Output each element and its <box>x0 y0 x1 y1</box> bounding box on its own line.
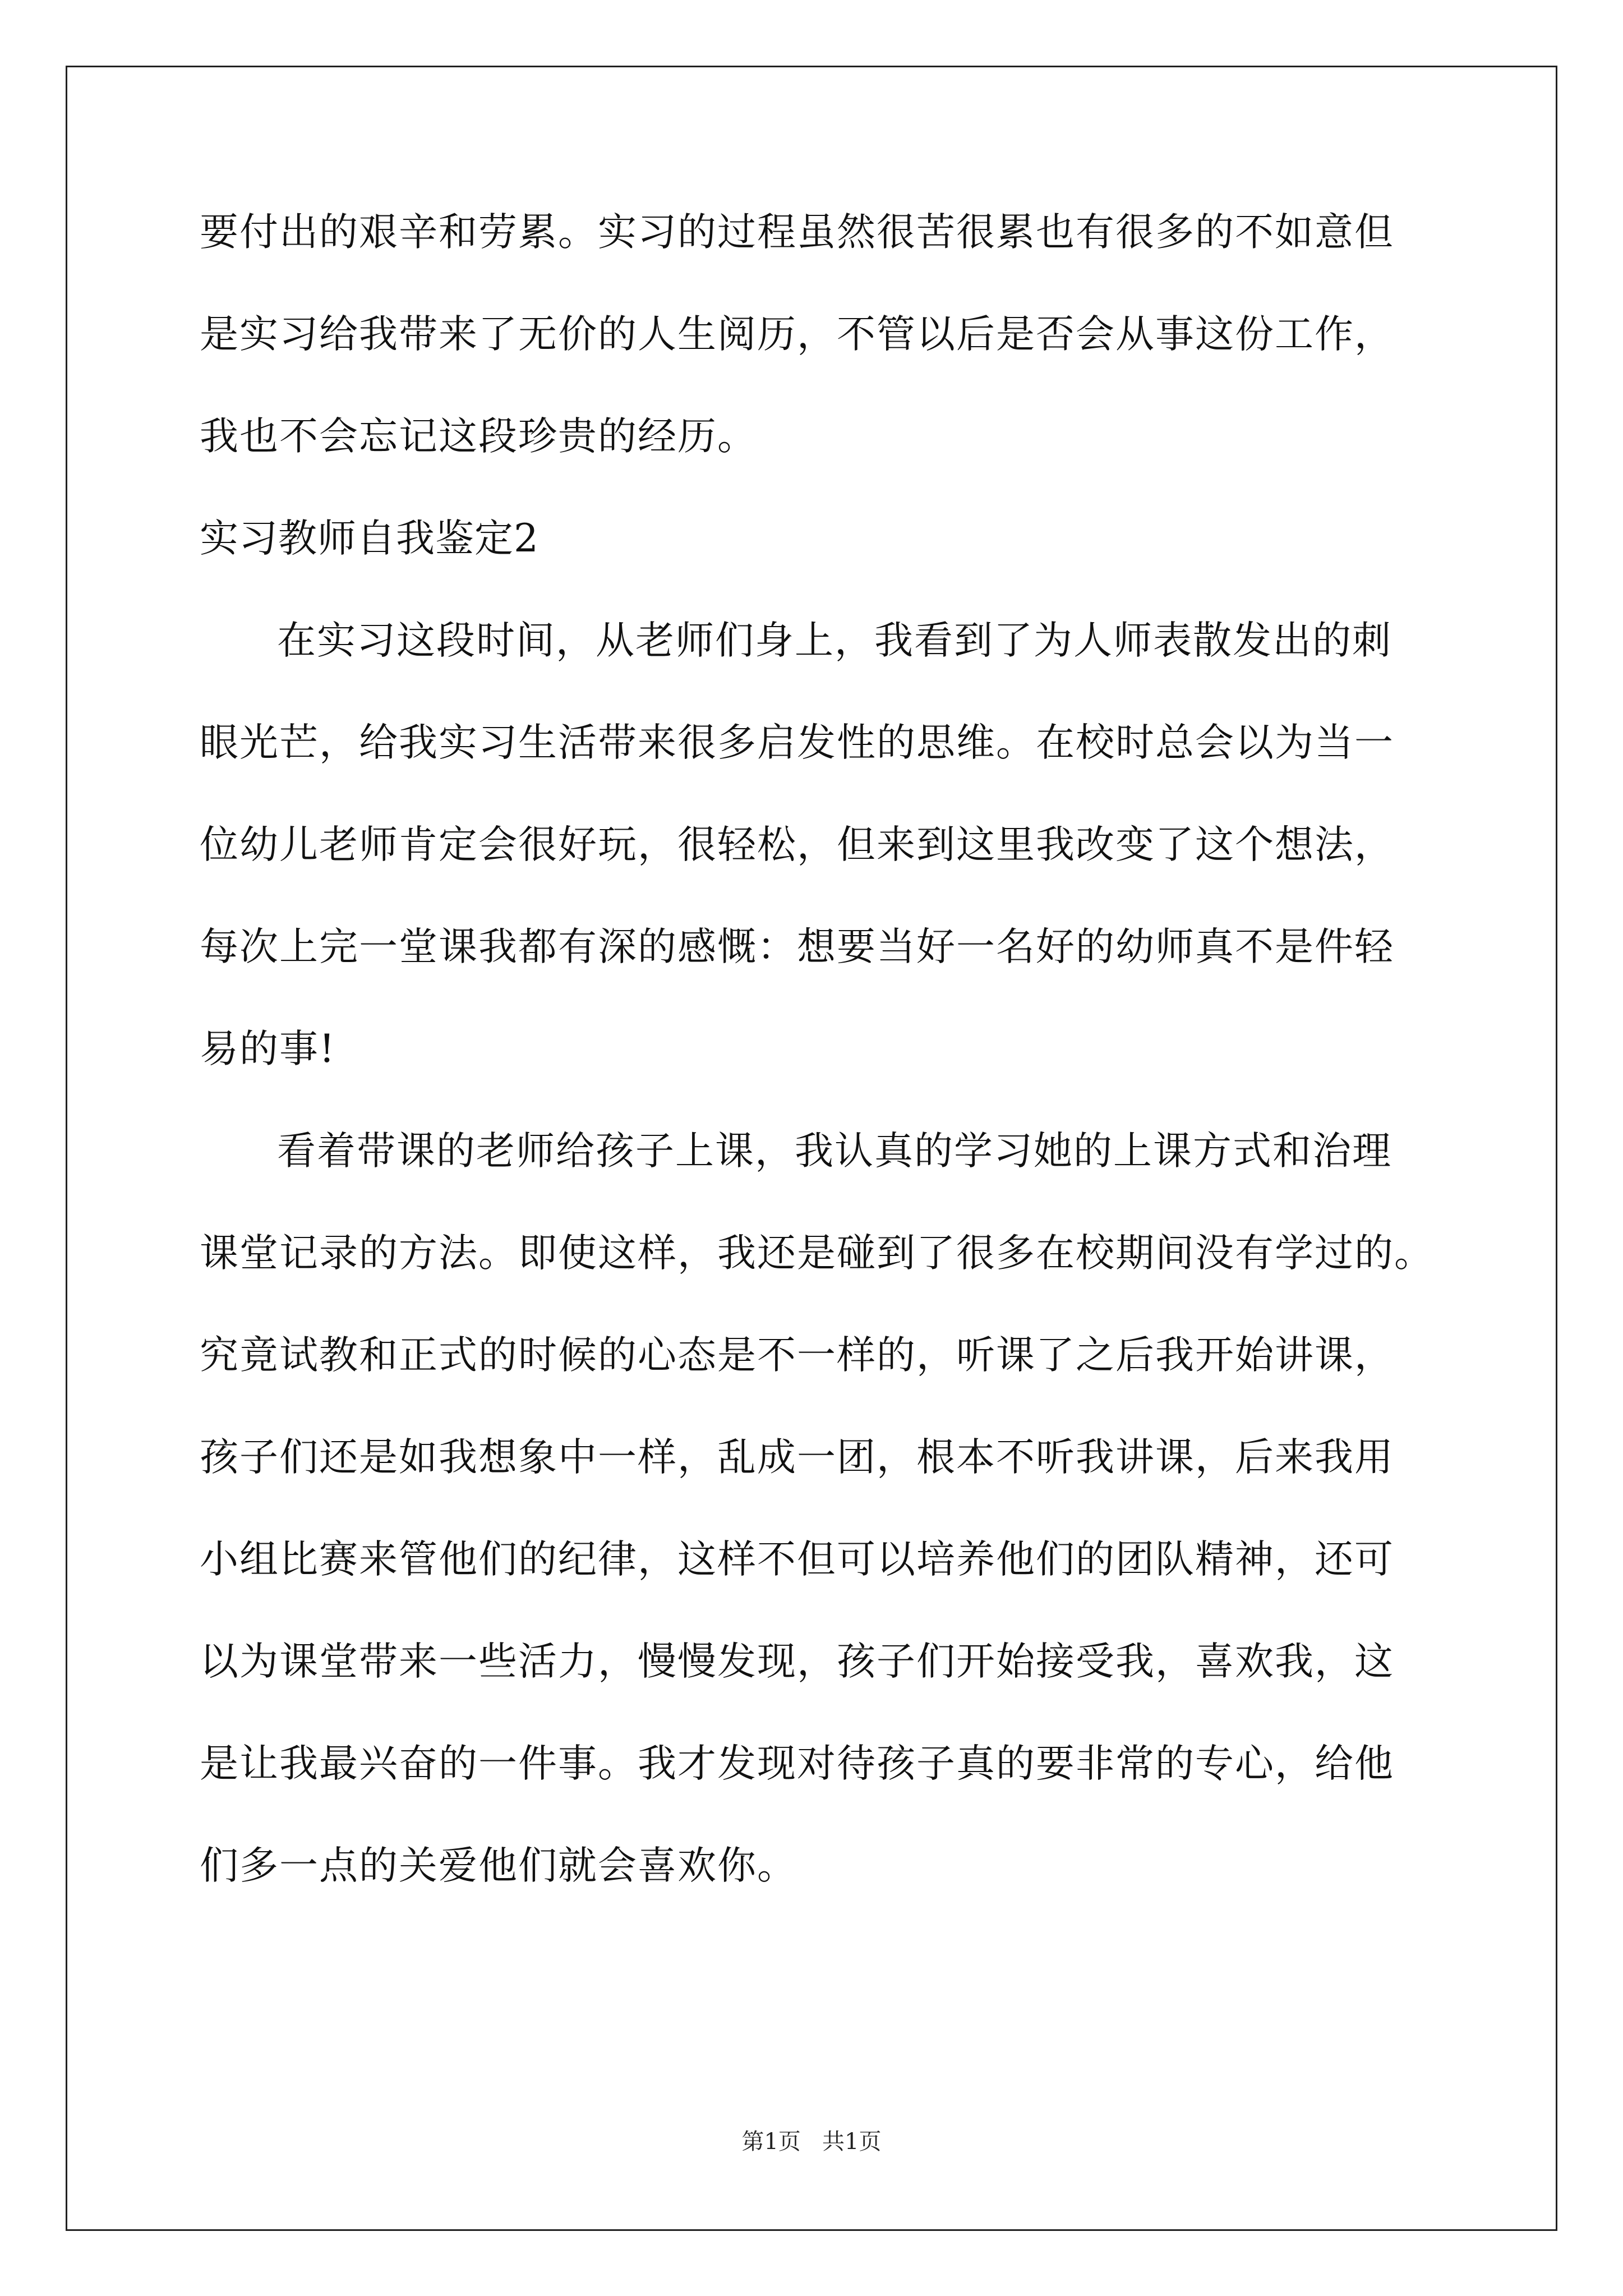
page-number-footer: 第1页 共1页 <box>741 2129 882 2155</box>
body-line: 是让我最兴奋的一件事。我才发现对待孩子真的要非常的专心，给他 <box>200 1741 1394 1786</box>
body-line: 眼光芒，给我实习生活带来很多启发性的思维。在校时总会以为当一 <box>200 720 1394 765</box>
section-heading: 实习教师自我鉴定2 <box>200 516 539 561</box>
body-line: 我也不会忘记这段珍贵的经历。 <box>200 414 757 459</box>
body-line: 易的事! <box>200 1027 336 1071</box>
body-line: 究竟试教和正式的时候的心态是不一样的，听课了之后我开始讲课， <box>200 1333 1394 1378</box>
body-line: 是实习给我带来了无价的人生阅历，不管以后是否会从事这份工作， <box>200 312 1394 357</box>
document-body <box>200 210 1434 1949</box>
body-line: 每次上完一堂课我都有深的感慨：想要当好一名好的幼师真不是件轻 <box>200 924 1394 969</box>
body-line: 课堂记录的方法。即使这样，我还是碰到了很多在校期间没有学过的。 <box>200 1231 1434 1276</box>
body-line: 以为课堂带来一些活力，慢慢发现，孩子们开始接受我，喜欢我，这 <box>200 1639 1394 1684</box>
paragraph-first-line: 看着带课的老师给孩子上课，我认真的学习她的上课方式和治理 <box>277 1129 1392 1174</box>
body-line: 要付出的艰辛和劳累。实习的过程虽然很苦很累也有很多的不如意但 <box>200 210 1394 255</box>
body-line: 位幼儿老师肯定会很好玩，很轻松，但来到这里我改变了这个想法， <box>200 822 1394 867</box>
body-line: 们多一点的关爱他们就会喜欢你。 <box>200 1843 797 1888</box>
paragraph-first-line: 在实习这段时间，从老师们身上，我看到了为人师表散发出的刺 <box>277 618 1392 663</box>
body-line: 小组比赛来管他们的纪律，这样不但可以培养他们的团队精神，还可 <box>200 1537 1394 1582</box>
body-line: 孩子们还是如我想象中一样，乱成一团，根本不听我讲课，后来我用 <box>200 1435 1394 1480</box>
